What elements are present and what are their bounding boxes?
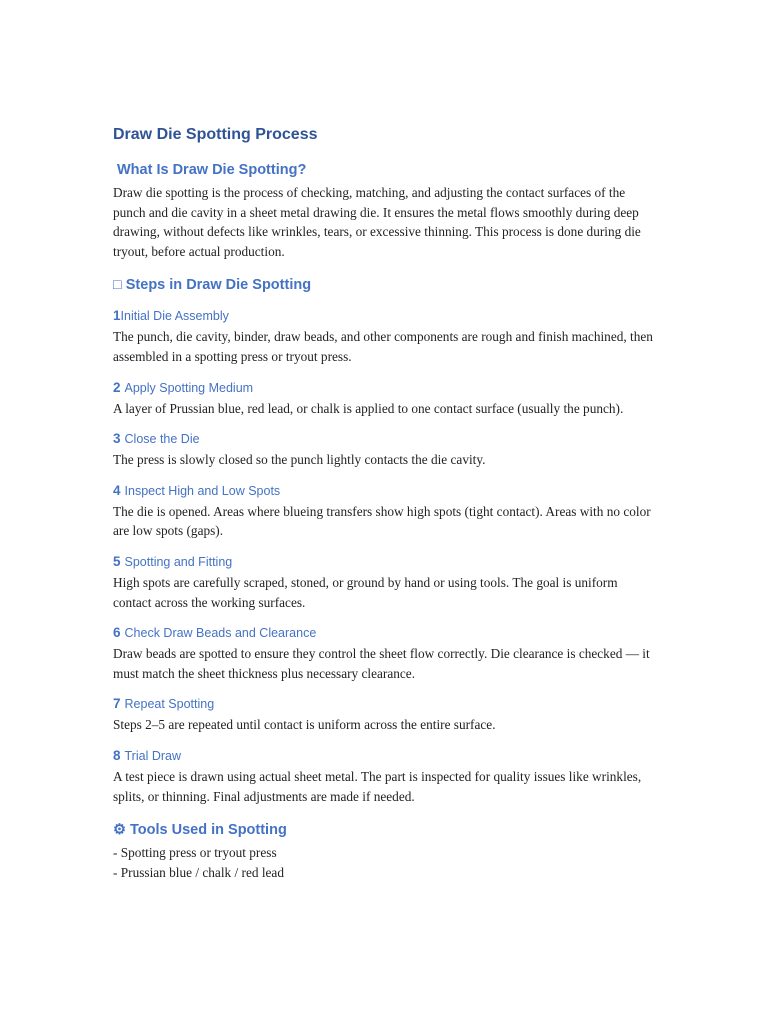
step-text: The press is slowly closed so the punch lightly contacts the die cavity. xyxy=(113,452,486,468)
step-text: A test piece is drawn using actual sheet metal. The part is inspected for quality issues like wrinkles, splits, or thinning. Final adjustments are made if needed. xyxy=(113,768,642,804)
step-text: The punch, die cavity, binder, draw beads, and other components are rough and finish machined, then assembled in a spotting press or tryout press. xyxy=(113,329,653,364)
intro-heading: What Is Draw Die Spotting? xyxy=(117,162,307,178)
step-title xyxy=(113,695,658,713)
step-title-label: Close the Die xyxy=(124,432,200,447)
step-title xyxy=(113,553,658,571)
step-text: The die is opened. Areas where blueing transfers show high spots (tight contact). Areas with no color are low spots (gaps). xyxy=(113,503,651,539)
step-8 xyxy=(113,747,658,806)
step-title-label: Spotting and Fitting xyxy=(124,554,233,569)
steps-heading-label: Steps in Draw Die Spotting xyxy=(125,277,312,294)
step-number: 4 xyxy=(113,482,121,498)
step-title xyxy=(113,747,658,765)
step-number: 5 xyxy=(113,553,121,569)
step-number: 7 xyxy=(113,696,121,712)
step-title-label: Apply Spotting Medium xyxy=(124,380,254,395)
step-number: 3 xyxy=(113,431,121,447)
step-6 xyxy=(113,624,658,683)
step-7 xyxy=(113,695,658,735)
gear-icon: ⚙ xyxy=(113,822,126,839)
step-3 xyxy=(113,430,658,470)
step-title xyxy=(113,379,658,397)
step-text: Steps 2–5 are repeated until contact is uniform across the entire surface. xyxy=(113,717,496,733)
step-title xyxy=(113,482,658,500)
tools-heading-label: Tools Used in Spotting xyxy=(130,822,287,839)
step-title xyxy=(113,430,658,448)
step-title-label: Inspect High and Low Spots xyxy=(124,483,281,498)
step-1 xyxy=(113,307,658,366)
step-title xyxy=(113,624,658,642)
step-2 xyxy=(113,379,658,419)
step-4 xyxy=(113,482,658,541)
step-number: 1 xyxy=(113,308,121,324)
step-title-label: Check Draw Beads and Clearance xyxy=(124,626,317,641)
document-page xyxy=(113,124,658,882)
step-title xyxy=(113,307,658,325)
step-number: 2 xyxy=(113,379,121,395)
tools-heading xyxy=(113,820,658,840)
missing-glyph-icon: □ xyxy=(113,277,122,294)
tools-list-item: - Spotting press or tryout press xyxy=(113,845,277,861)
steps-heading xyxy=(113,275,658,295)
step-5 xyxy=(113,553,658,612)
step-text: Draw beads are spotted to ensure they control the sheet flow correctly. Die clearance is checked — it must match the sheet thickness plus necessary clearance. xyxy=(113,646,650,681)
intro-paragraph: Draw die spotting is the process of checking, matching, and adjusting the contact surfaces of the punch and die cavity in a sheet metal drawing die. It ensures the metal flows smoothly during deep drawing, without defects like wrinkles, tears, or excessive thinning. This process is done during die tryout, before actual production. xyxy=(113,185,641,259)
step-number: 8 xyxy=(113,747,121,763)
step-number: 6 xyxy=(113,625,121,641)
tools-list-item: - Prussian blue / chalk / red lead xyxy=(113,864,284,880)
document-title: Draw Die Spotting Process xyxy=(113,126,318,143)
step-text: A layer of Prussian blue, red lead, or chalk is applied to one contact surface (usually the punch). xyxy=(113,400,624,416)
step-title-label: Trial Draw xyxy=(124,748,181,763)
step-title-label: Repeat Spotting xyxy=(124,697,215,712)
step-title-label: Initial Die Assembly xyxy=(120,309,229,324)
step-text: High spots are carefully scraped, stoned, or ground by hand or using tools. The goal is uniform contact across the working surfaces. xyxy=(113,574,618,610)
